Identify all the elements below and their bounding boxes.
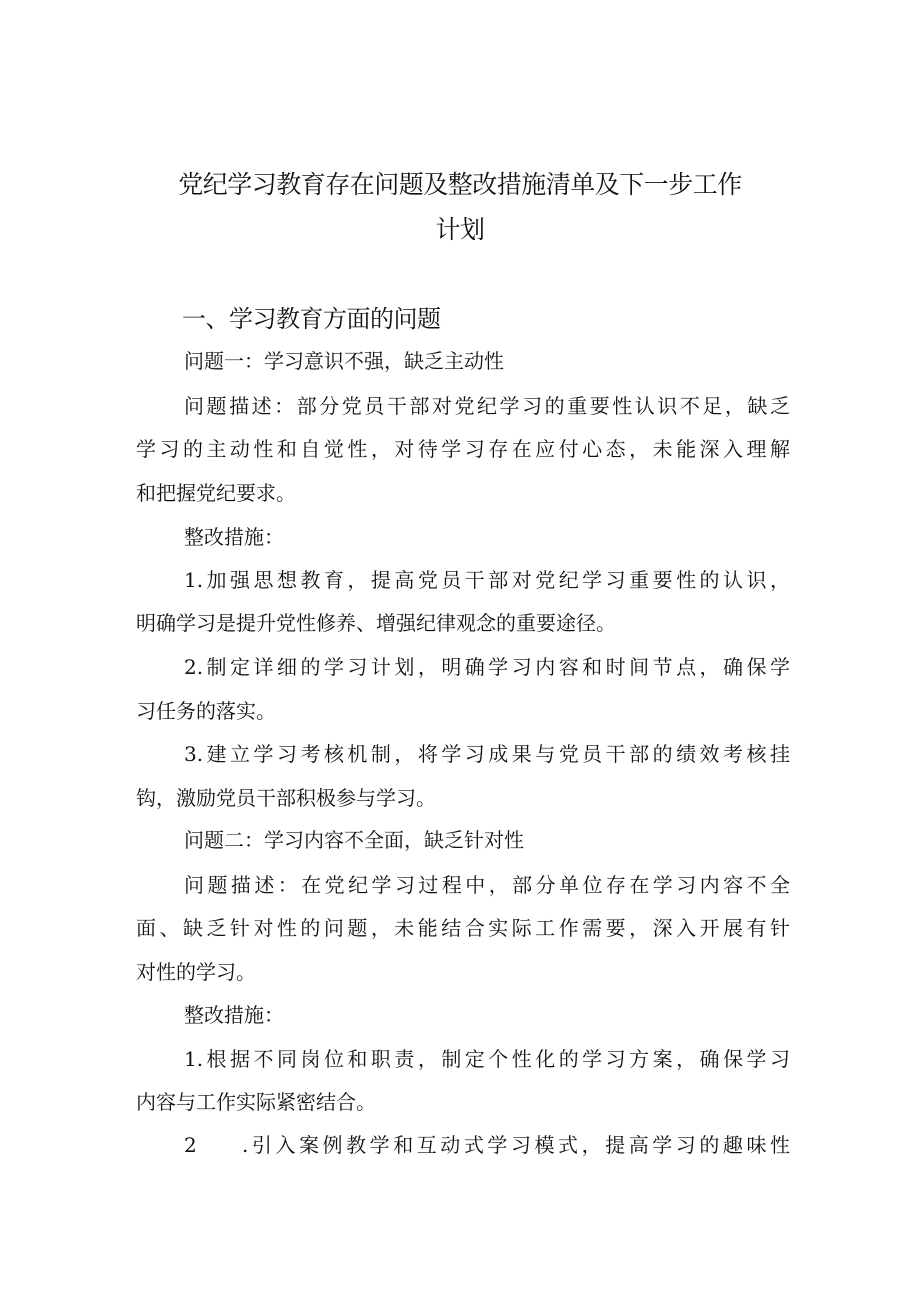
problem-1-measure-3-line-2: 钩，激励党员干部积极参与学习。: [136, 786, 436, 810]
problem-2-measures-label: 整改措施：: [184, 1003, 284, 1027]
problem-1-measure-1-line-2: 明确学习是提升党性修养、增强纪律观念的重要途径。: [136, 611, 616, 635]
problem-2-measure-1-line-1: 1.根据不同岗位和职责，制定个性化的学习方案，确保学习: [184, 1047, 790, 1071]
problem-2-measure-1-line-2: 内容与工作实际紧密结合。: [136, 1090, 376, 1114]
problem-1-title: 问题一：学习意识不强，缺乏主动性: [184, 349, 504, 373]
problem-1-measures-label: 整改措施：: [184, 525, 284, 549]
problem-1-measure-2-line-1: 2.制定详细的学习计划，明确学习内容和时间节点，确保学: [184, 655, 790, 679]
problem-1-description-line-2: 学习的主动性和自觉性，对待学习存在应付心态，未能深入理解: [136, 437, 790, 461]
document-title-line-1: 党纪学习教育存在问题及整改措施清单及下一步工作: [178, 170, 742, 199]
problem-2-title: 问题二：学习内容不全面，缺乏针对性: [184, 828, 524, 852]
problem-2-measure-2-number: 2: [184, 1133, 197, 1157]
problem-1-measure-2-line-2: 习任务的落实。: [136, 699, 276, 723]
problem-1-description-line-3: 和把握党纪要求。: [136, 481, 296, 505]
problem-1-description-line-1: 问题描述：部分党员干部对党纪学习的重要性认识不足，缺乏: [184, 394, 790, 418]
problem-2-description-line-3: 对性的学习。: [136, 960, 256, 984]
section-heading: 一、学习教育方面的问题: [182, 305, 441, 333]
problem-1-measure-3-line-1: 3.建立学习考核机制，将学习成果与党员干部的绩效考核挂: [184, 742, 790, 766]
problem-2-description-line-2: 面、缺乏针对性的问题，未能结合实际工作需要，深入开展有针: [136, 916, 790, 940]
problem-2-measure-2-line-1: .引入案例教学和互动式学习模式，提高学习的趣味性: [242, 1133, 790, 1157]
problem-2-description-line-1: 问题描述：在党纪学习过程中，部分单位存在学习内容不全: [184, 873, 790, 897]
problem-1-measure-1-line-1: 1.加强思想教育，提高党员干部对党纪学习重要性的认识，: [184, 568, 790, 592]
document-title-line-2: 计划: [435, 215, 485, 244]
